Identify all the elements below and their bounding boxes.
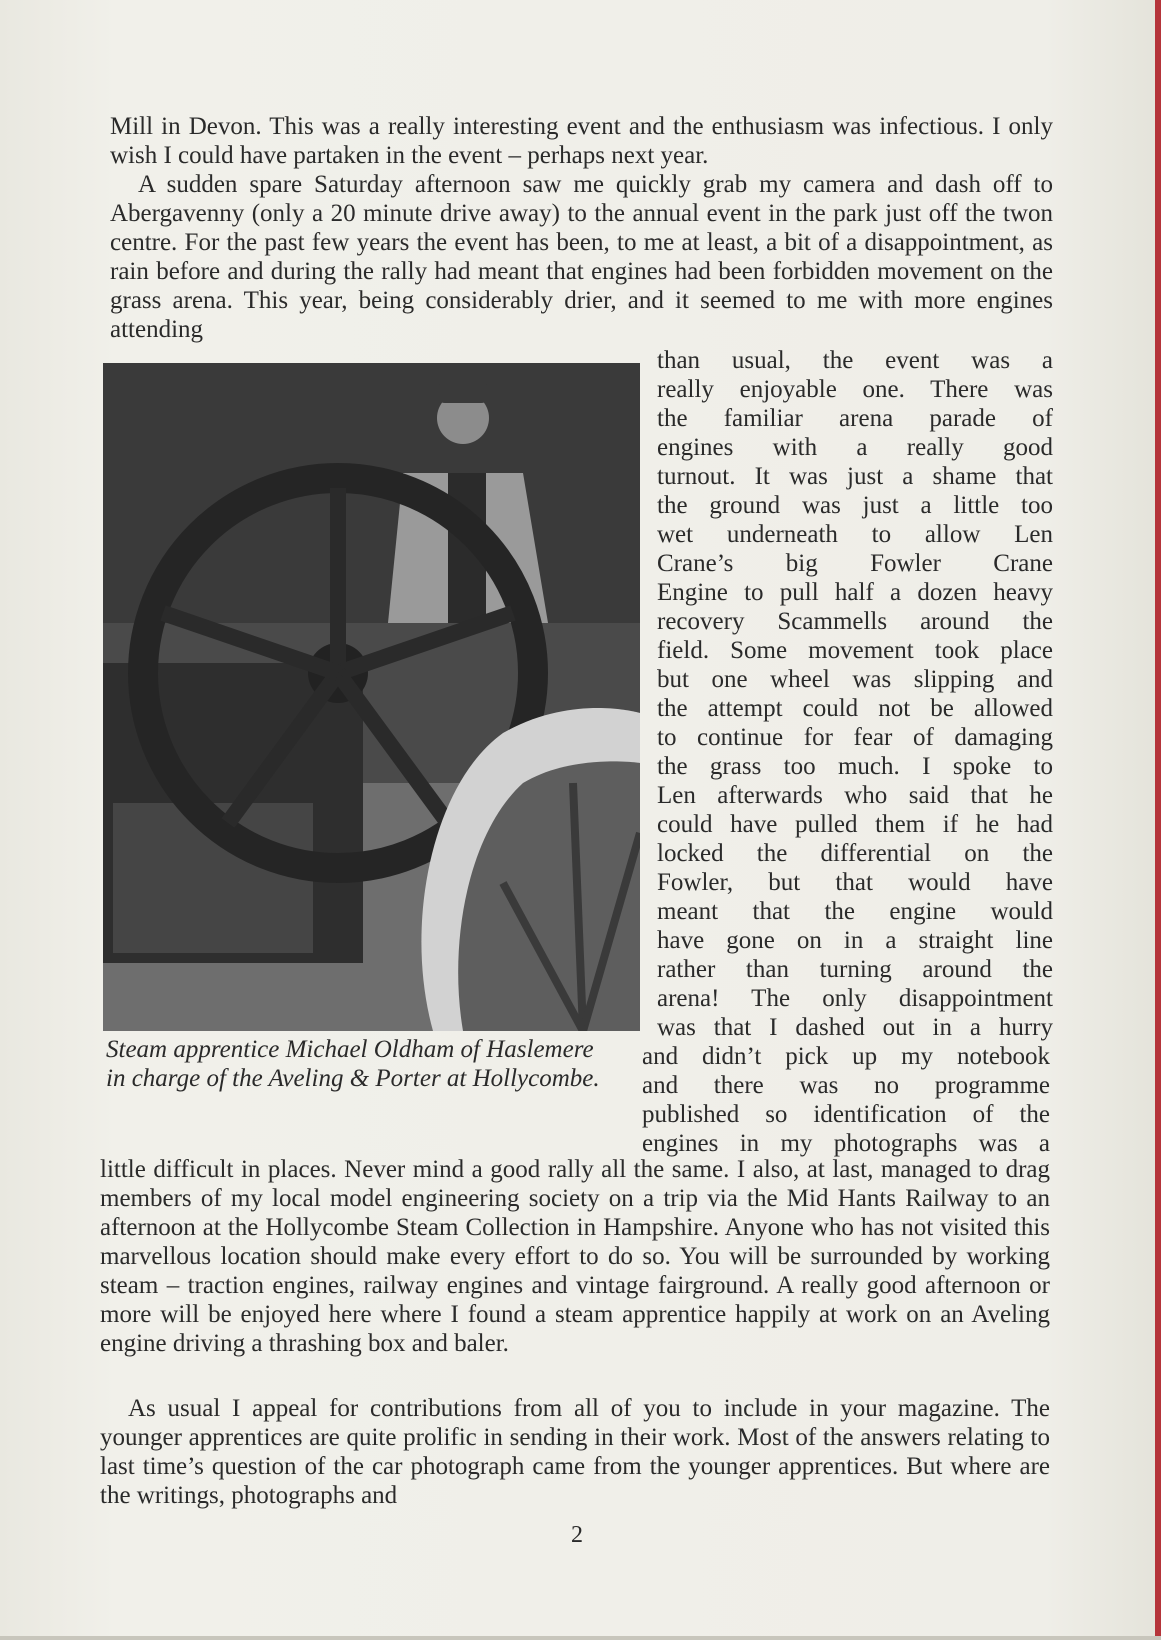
page-edge-bottom [0, 1636, 1161, 1640]
side-line: turnout. It was just a shame that [657, 463, 1053, 490]
side-line: engines with a really good [657, 434, 1053, 461]
side-line: field. Some movement took place [657, 637, 1053, 664]
side-line: to continue for fear of damaging [657, 724, 1053, 751]
side-line: the grass too much. I spoke to [657, 753, 1053, 780]
page-edge-binding [1155, 0, 1161, 1640]
side-line: have gone on in a straight line [657, 927, 1053, 954]
side-line: was that I dashed out in a hurry [657, 1014, 1053, 1041]
side-line: and didn’t pick up my notebook [642, 1043, 1050, 1070]
side-line: recovery Scammells around the [657, 608, 1053, 635]
side-line: than usual, the event was a [657, 347, 1053, 374]
paragraph-hollycombe: little difficult in places. Never mind a good rally all the same. I also, at last, managed to drag members of my local model engineering society on a trip via the Mid Hants Railway to an afternoon at the Hollycombe Steam Collection in Hampshire. Anyone who has not visited this marvellous location should make every effort to do so. You will be surrounded by working steam – traction engines, railway engines and vintage fairground. A really good afternoon or more will be enjoyed here where I found a steam apprentice happily at work on an Aveling engine driving a thrashing box and baler. [100, 1156, 1050, 1357]
side-line: Fowler, but that would have [657, 869, 1053, 896]
side-line: the ground was just a little too [657, 492, 1053, 519]
photo-steam-apprentice [103, 363, 640, 1031]
side-line: arena! The only disappointment [657, 985, 1053, 1012]
side-line: the familiar arena parade of [657, 405, 1053, 432]
side-line: engines in my photographs was a [642, 1130, 1050, 1157]
side-line: the attempt could not be allowed [657, 695, 1053, 722]
paragraph-mill-in-devon: Mill in Devon. This was a really interesting event and the enthusiasm was infectious. I only wish I could have partaken in the event – perhaps next year. [110, 113, 1053, 169]
side-line: but one wheel was slipping and [657, 666, 1053, 693]
page-number: 2 [571, 1522, 583, 1548]
traction-engine-illustration [103, 363, 640, 1031]
paragraph-abergavenny-top: A sudden spare Saturday afternoon saw me quickly grab my camera and dash off to Abergavenny (only a 20 minute drive away) to the annual event in the park just off the twon centre. For the past few years the event has been, to me at least, a bit of a disappointment, as rain before and during the rally had meant that engines had been forbidden movement on the grass arena. This year, being considerably drier, and it seemed to me with more engines attending [110, 171, 1053, 343]
side-line: and there was no programme [642, 1072, 1050, 1099]
side-line: Engine to pull half a dozen heavy [657, 579, 1053, 606]
side-line: could have pulled them if he had [657, 811, 1053, 838]
side-line: really enjoyable one. There was [657, 376, 1053, 403]
side-line: rather than turning around the [657, 956, 1053, 983]
paragraph-appeal-contributions: As usual I appeal for contributions from all of you to include in your magazine. The younger apprentices are quite prolific in sending in their work. Most of the answers relating to last time’s question of the car photograph came from the younger apprentices. But where are the writings, photographs and [100, 1395, 1050, 1509]
photo-caption: Steam apprentice Michael Oldham of Haslemere in charge of the Aveling & Porter at Hollycombe. [106, 1036, 600, 1092]
side-line: locked the differential on the [657, 840, 1053, 867]
side-line: Len afterwards who said that he [657, 782, 1053, 809]
side-line: meant that the engine would [657, 898, 1053, 925]
side-line: Crane’s big Fowler Crane [657, 550, 1053, 577]
side-line: wet underneath to allow Len [657, 521, 1053, 548]
side-line: published so identification of the [642, 1101, 1050, 1128]
